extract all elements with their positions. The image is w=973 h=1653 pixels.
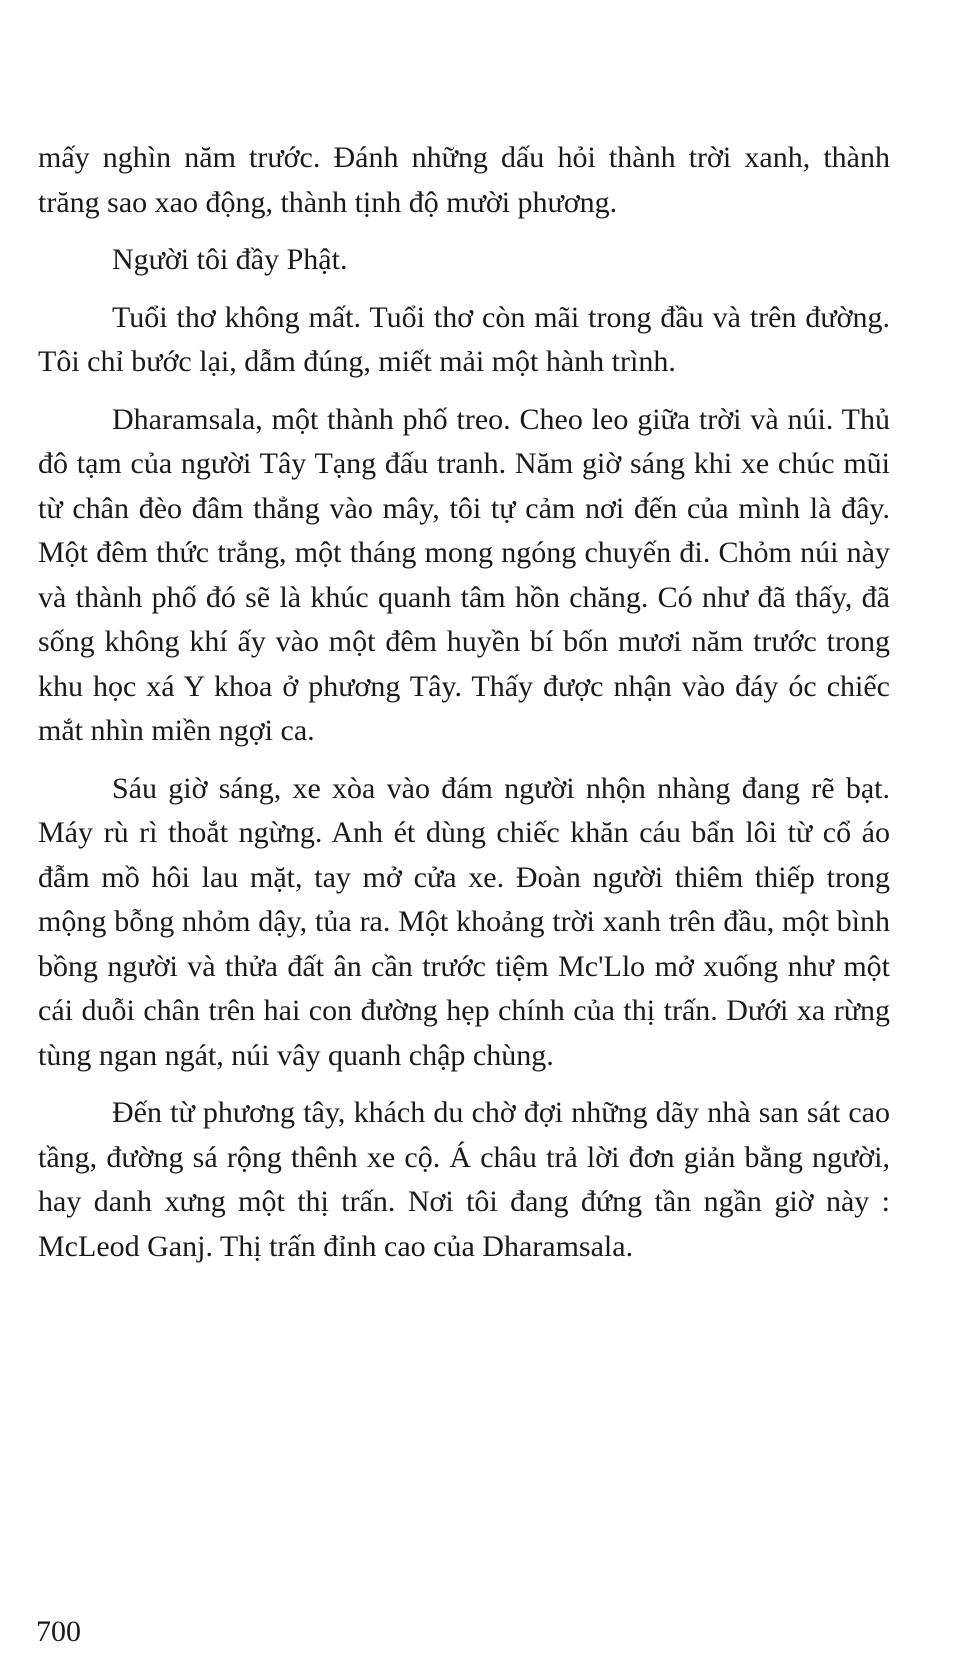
paragraph-nguoi-toi: Người tôi đầy Phật. — [112, 243, 348, 276]
paragraph-sau-gio-sang: Sáu giờ sáng, xe xòa vào đám người nhộn nhàng đang rẽ bạt. Máy rù rì thoắt ngừng. Anh ét dùng chiếc khăn cáu bẩn lôi từ cổ áo đẫm mồ hôi lau mặt, tay mở cửa xe. Đoàn người thiêm thiếp trong mộng bỗng nhỏm dậy, tủa ra. Một khoảng trời xanh trên đầu, một bình bồng người và thửa đất ân cần trước tiệm Mc'Llo mở xuống như một cái duỗi chân trên hai con đường hẹp chính của thị trấn. Dưới xa rừng tùng ngan ngát, núi vây quanh chập chùng. — [38, 771, 890, 1072]
page-number: 700 — [36, 1615, 81, 1648]
paragraph-dharamsala: Dharamsala, một thành phố treo. Cheo leo giữa trời và núi. Thủ đô tạm của người Tây Tạng đấu tranh. Năm giờ sáng khi xe chúc mũi từ chân đèo đâm thẳng vào mây, tôi tự cảm nơi đến của mình là đây. Một đêm thức trắng, một tháng mong ngóng chuyến đi. Chỏm núi này và thành phố đó sẽ là khúc quanh tâm hồn chăng. Có như đã thấy, đã sống không khí ấy vào một đêm huyền bí bốn mươi năm trước trong khu học xá Y khoa ở phương Tây. Thấy được nhận vào đáy óc chiếc mắt nhìn miền ngợi ca. — [38, 402, 890, 747]
paragraph-den-tu-phuong-tay: Đến từ phương tây, khách du chờ đợi những dãy nhà san sát cao tầng, đường sá rộng thênh xe cộ. Á châu trả lời đơn giản bằng người, hay danh xưng một thị trấn. Nơi tôi đang đứng tần ngần giờ này : McLeod Ganj. Thị trấn đỉnh cao của Dharamsala. — [38, 1096, 890, 1263]
page-body-text — [38, 136, 890, 1269]
paragraph-tuoi-tho: Tuổi thơ không mất. Tuổi thơ còn mãi trong đầu và trên đường. Tôi chỉ bước lại, dẫm đúng, miết mải một hành trình. — [38, 300, 890, 378]
paragraph-continuation: mấy nghìn năm trước. Đánh những dấu hỏi thành trời xanh, thành trăng sao xao động, thành tịnh độ mười phương. — [38, 141, 890, 219]
